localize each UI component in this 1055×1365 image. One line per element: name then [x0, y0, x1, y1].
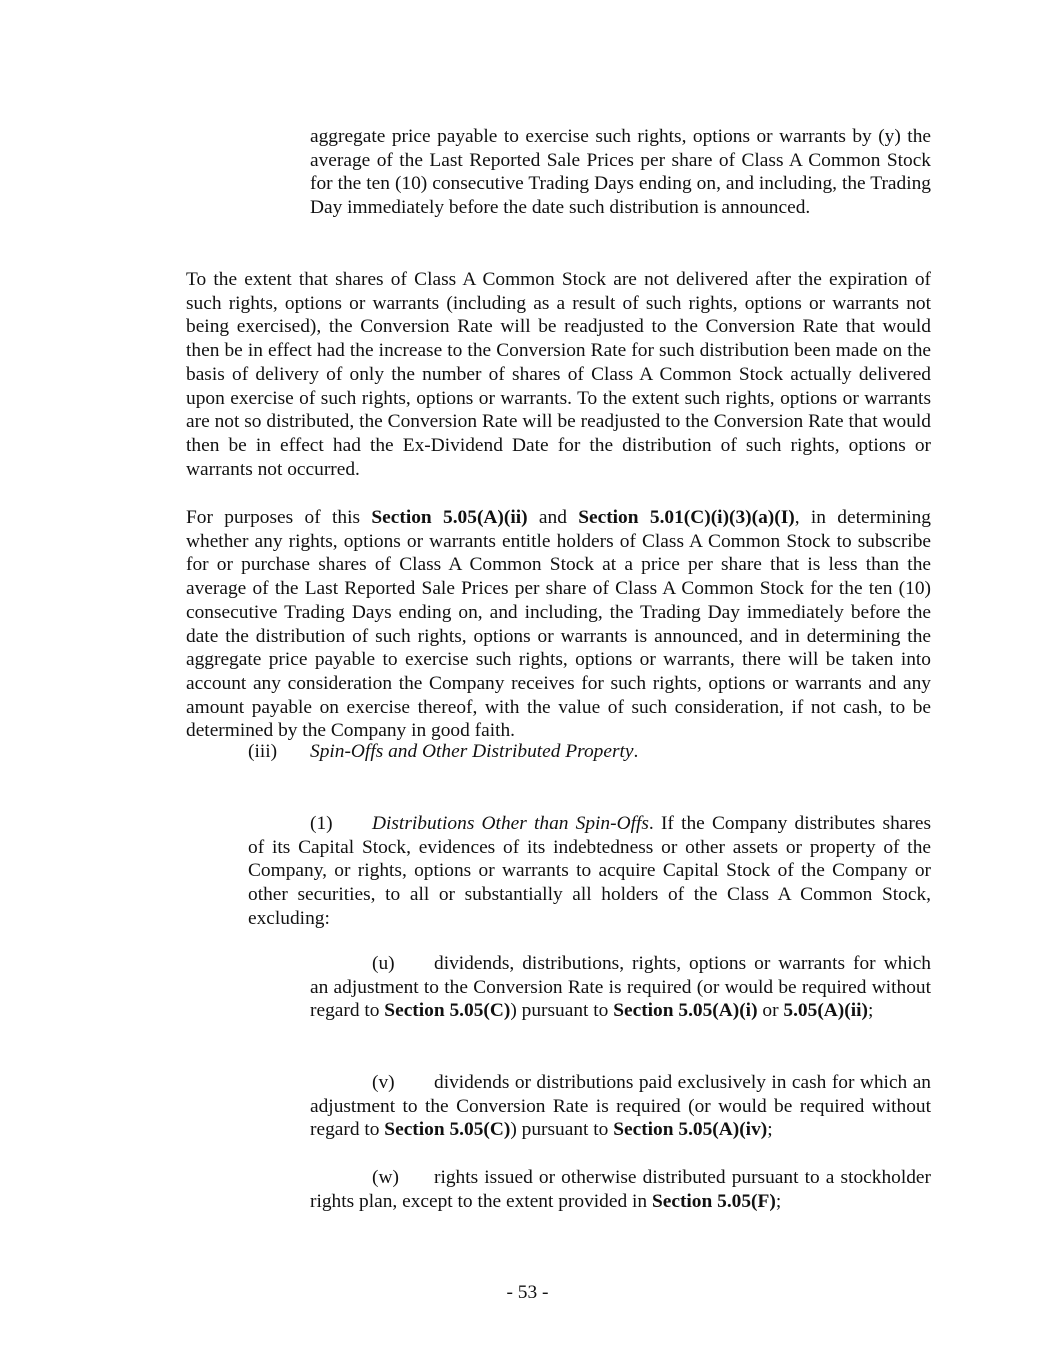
page-number: - 53 -	[506, 1282, 549, 1303]
p3-text-3: , in determining whether any rights, options or warrants entitle holders of Class A Common Stock to subscribe for or purchase shares of Class A Common Stock at a price per share that is less than the average of the Last Reported Sale Prices per share of Class A Common Stock for the ten (10) consecutive Trading Days ending on, and including, the Trading Day immediately before the date the distribution of such rights, options or warrants is announced, and in determining the aggregate price payable to exercise such rights, options or warrants, there will be taken into account any consideration the Company receives for such rights, options or warrants and any amount payable on exercise thereof, with the value of such consideration, if not cash, to be determined by the Company in good faith.	[186, 507, 931, 742]
section-reference: Section 5.05(A)(iv)	[613, 1119, 768, 1141]
list-item-text: or	[757, 1000, 784, 1022]
subsection-heading-iii	[248, 740, 931, 764]
list-item-text: ;	[775, 1190, 782, 1212]
list-item-text: ) pursuant to	[510, 1000, 614, 1022]
section-reference: Section 5.05(C)	[384, 1119, 511, 1141]
p3-text-2: and	[527, 507, 579, 528]
subsection-title: Spin-Offs and Other Distributed Property	[310, 741, 634, 762]
list-item-text: ;	[767, 1119, 773, 1141]
subsection-title-period: .	[633, 741, 639, 762]
list-item-text: ) pursuant to	[510, 1119, 614, 1141]
list-item-text: rights issued or otherwise distributed pursuant to a stockholder rights plan, except to the extent provided in	[310, 1167, 931, 1212]
list-item-text: ;	[867, 1000, 874, 1022]
section-reference: Section 5.05(A)(ii)	[371, 507, 528, 528]
list-item-label: (v)	[372, 1072, 395, 1093]
list-item-text: dividends, distributions, rights, options or warrants for which an adjustment to the Conversion Rate is required (or would be required without regard to	[310, 953, 931, 1022]
paragraph-readjustment: To the extent that shares of Class A Common Stock are not delivered after the expiration of such rights, options or warrants (including as a result of such rights, options or warrants not being exercised), the Conversion Rate will be readjusted to the Conversion Rate that would then be in effect had the increase to the Conversion Rate for such distribution been made on the basis of delivery of only the number of shares of Class A Common Stock actually delivered upon exercise of such rights, options or warrants. To the extent such rights, options or warrants are not so distributed, the Conversion Rate will be readjusted to the Conversion Rate that would then be in effect had the Ex-Dividend Date for the distribution of such rights, options or warrants not occurred.	[186, 269, 931, 480]
subsection-number: (iii)	[248, 741, 278, 762]
paragraph-aggregate-price: aggregate price payable to exercise such rights, options or warrants by (y) the average of the Last Reported Sale Prices per share of Class A Common Stock for the ten (10) consecutive Trading Days ending on, and including, the Trading Day immediately before the date such distribution is announced.	[310, 126, 931, 219]
list-item-label: (w)	[372, 1167, 399, 1188]
list-item-u	[310, 952, 931, 1023]
section-reference: Section 5.05(F)	[651, 1190, 776, 1212]
list-item-text: dividends or distributions paid exclusively in cash for which an adjustment to the Conversion Rate is required (or would be required without regard to	[310, 1072, 931, 1141]
section-reference: Section 5.01(C)(i)(3)(a)(I)	[578, 507, 795, 528]
paragraph-distributions-other	[248, 812, 931, 931]
p3-text-1: For purposes of this	[186, 507, 372, 528]
clause-number: (1)	[310, 813, 333, 834]
section-reference: Section 5.05(C)	[384, 1000, 511, 1022]
list-item-label: (u)	[372, 953, 395, 974]
clause-text: . If the Company distributes shares of its Capital Stock, evidences of its indebtedness or other assets or property of the Company, or rights, options or warrants to acquire Capital Stock of the Company or other securities, to all or substantially all holders of the Class A Common Stock, excluding:	[248, 813, 932, 929]
clause-title: Distributions Other than Spin-Offs	[372, 813, 649, 834]
paragraph-purposes	[186, 506, 931, 743]
section-reference: 5.05(A)(ii)	[783, 1000, 868, 1022]
list-item-w	[310, 1166, 931, 1213]
section-reference: Section 5.05(A)(i)	[613, 1000, 758, 1022]
list-item-v	[310, 1071, 931, 1142]
